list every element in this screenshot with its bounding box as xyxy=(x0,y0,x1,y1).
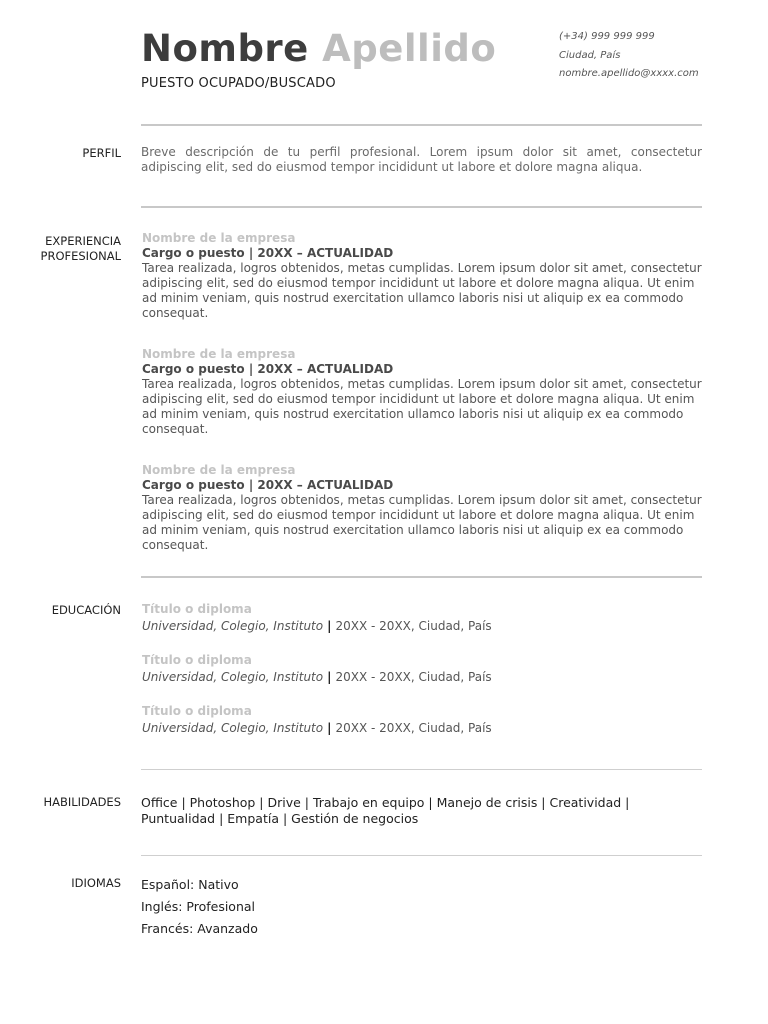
company-name: Nombre de la empresa xyxy=(142,231,296,245)
job-role: Cargo o puesto | 20XX – ACTUALIDAD xyxy=(142,246,394,260)
last-name: Apellido xyxy=(322,27,497,70)
education-dates: 20XX - 20XX, Ciudad, País xyxy=(335,619,492,633)
education-entry xyxy=(142,703,702,737)
education-details xyxy=(142,617,702,635)
company-name: Nombre de la empresa xyxy=(142,347,296,361)
job-role: Cargo o puesto | 20XX – ACTUALIDAD xyxy=(142,362,394,376)
section-label-idiomas: IDIOMAS xyxy=(71,876,121,890)
degree-title: Título o diploma xyxy=(142,704,252,718)
education-dates: 20XX - 20XX, Ciudad, País xyxy=(335,670,492,684)
divider xyxy=(141,124,702,126)
full-name xyxy=(141,26,496,72)
separator: | xyxy=(327,721,332,735)
separator: | xyxy=(327,670,332,684)
first-name: Nombre xyxy=(141,27,309,70)
degree-title: Título o diploma xyxy=(142,653,252,667)
phone: (+34) 999 999 999 xyxy=(559,31,655,42)
separator: | xyxy=(327,619,332,633)
section-label-habilidades: HABILIDADES xyxy=(43,795,121,809)
email: nombre.apellido@xxxx.com xyxy=(559,68,699,79)
institution: Universidad, Colegio, Instituto xyxy=(142,721,324,735)
company-name: Nombre de la empresa xyxy=(142,463,296,477)
experience-entry xyxy=(142,347,702,437)
education-details xyxy=(142,668,702,686)
language-item: Inglés: Profesional xyxy=(141,899,256,914)
education-entry xyxy=(142,652,702,686)
divider xyxy=(141,855,702,856)
section-label-perfil: PERFIL xyxy=(82,146,121,160)
job-description: Tarea realizada, logros obtenidos, metas cumplidas. Lorem ipsum dolor sit amet, consectetur adipiscing elit, sed do eiusmod tempor incididunt ut labore et dolore magna aliqua. Ut enim ad minim veniam, quis nostrud exercitation ullamco laboris nisi ut aliquip ex ea commodo consequat. xyxy=(142,261,702,320)
section-label-educacion: EDUCACIÓN xyxy=(51,603,121,617)
section-label-line: EXPERIENCIA xyxy=(45,234,121,248)
divider xyxy=(141,206,702,208)
section-label-experiencia xyxy=(41,234,121,264)
experience-entry xyxy=(142,231,702,321)
job-description: Tarea realizada, logros obtenidos, metas cumplidas. Lorem ipsum dolor sit amet, consectetur adipiscing elit, sed do eiusmod tempor incididunt ut labore et dolore magna aliqua. Ut enim ad minim veniam, quis nostrud exercitation ullamco laboris nisi ut aliquip ex ea commodo consequat. xyxy=(142,377,702,436)
job-role: Cargo o puesto | 20XX – ACTUALIDAD xyxy=(142,478,394,492)
profile-text: Breve descripción de tu perfil profesional. Lorem ipsum dolor sit amet, consectetur adipiscing elit, sed do eiusmod tempor incididunt ut labore et dolore magna aliqua. xyxy=(141,145,702,174)
degree-title: Título o diploma xyxy=(142,602,252,616)
education-dates: 20XX - 20XX, Ciudad, País xyxy=(335,721,492,735)
contact-info xyxy=(559,28,699,84)
divider xyxy=(141,769,702,770)
location: Ciudad, País xyxy=(559,49,621,61)
section-label-line: PROFESIONAL xyxy=(40,249,121,263)
education-entry xyxy=(142,601,702,635)
education-details xyxy=(142,719,702,737)
experience-entry xyxy=(142,463,702,553)
divider xyxy=(141,576,702,578)
institution: Universidad, Colegio, Instituto xyxy=(142,619,324,633)
job-description: Tarea realizada, logros obtenidos, metas cumplidas. Lorem ipsum dolor sit amet, consectetur adipiscing elit, sed do eiusmod tempor incididunt ut labore et dolore magna aliqua. Ut enim ad minim veniam, quis nostrud exercitation ullamco laboris nisi ut aliquip ex ea commodo consequat. xyxy=(142,493,702,552)
position-title: PUESTO OCUPADO/BUSCADO xyxy=(141,76,336,91)
language-item: Español: Nativo xyxy=(141,877,239,892)
language-item: Francés: Avanzado xyxy=(141,921,258,936)
institution: Universidad, Colegio, Instituto xyxy=(142,670,324,684)
skills-list: Office | Photoshop | Drive | Trabajo en equipo | Manejo de crisis | Creatividad | Puntualidad | Empatía | Gestión de negocios xyxy=(141,795,630,826)
